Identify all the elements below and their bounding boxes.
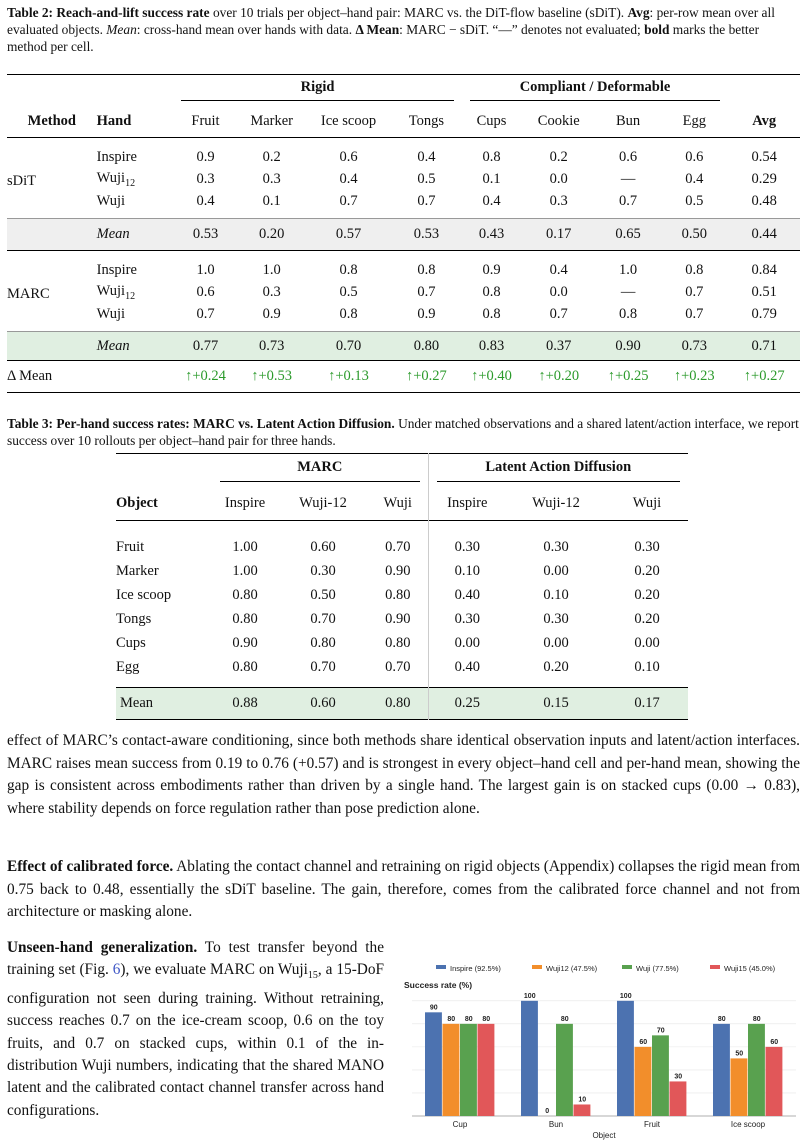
- hand-name: Wuji: [96, 282, 126, 299]
- group-header-lad: [428, 454, 688, 487]
- hand-label: Inspire: [96, 148, 137, 165]
- col-header: Object: [116, 494, 158, 511]
- hand-label: Wuji: [96, 305, 126, 322]
- bar: [425, 1012, 442, 1116]
- cell: 0.4: [196, 192, 215, 209]
- cell: 0.15: [543, 695, 569, 711]
- table3: [116, 453, 688, 720]
- cell: 0.90: [368, 559, 428, 583]
- cell: 0.6: [339, 148, 358, 165]
- hand-label: Wuji: [96, 192, 126, 209]
- paragraph-text: Ablating the contact channel and retraining on rigid objects (Appendix) collapses the rigid mean from 0.75 back to 0.48, essentially the sDiT baseline. The gain, therefore, comes from the calibrated force channel and not from architecture or masking alone.: [7, 858, 800, 920]
- paragraph-calibrated-force: [7, 856, 800, 924]
- cell: 0.8: [417, 261, 436, 278]
- caption-text: over 10 trials per object–hand pair: MARC vs. the DiT-flow baseline (sDiT).: [209, 5, 628, 20]
- table2: [7, 74, 800, 393]
- col-header: Ice scoop: [320, 112, 377, 129]
- bar: [460, 1024, 477, 1116]
- object-label: Marker: [116, 562, 159, 579]
- bar-value-label: 10: [578, 1096, 587, 1104]
- cell: 1.0: [196, 261, 215, 278]
- cell: 0.10: [454, 562, 480, 579]
- cell: 0.3: [262, 170, 281, 187]
- method-label: MARC: [7, 285, 50, 302]
- cell: 0.53: [413, 226, 440, 242]
- table-row: [7, 138, 800, 169]
- cell: 0.4: [339, 170, 358, 187]
- y-axis-label: Success rate (%): [404, 980, 473, 990]
- table-row: [7, 190, 800, 219]
- table-row: [116, 583, 688, 607]
- bar-value-label: 80: [482, 1015, 491, 1023]
- cell: 0.20: [543, 658, 569, 675]
- cell: 0.65: [615, 226, 641, 242]
- cell: 0.7: [685, 305, 704, 322]
- object-label: Egg: [116, 658, 140, 675]
- col-header: Method: [27, 112, 76, 129]
- cell: ↑+0.40: [471, 368, 512, 384]
- cell: 0.54: [751, 148, 777, 165]
- col-header: Inspire: [224, 494, 266, 511]
- cell: 0.80: [232, 586, 258, 603]
- hand-label: Inspire: [96, 261, 137, 278]
- cell: 0.1: [482, 170, 501, 187]
- bar-value-label: 100: [619, 992, 632, 1000]
- cell: 0.79: [751, 305, 777, 322]
- table2-caption: [7, 4, 800, 55]
- caption-text: Under matched observations and a shared latent/action interface, we report success over 10 rollouts per object–hand pair for three hands.: [7, 416, 799, 448]
- cell: 0.84: [751, 261, 777, 278]
- bar: [635, 1047, 652, 1116]
- table2-title: Reach-and-lift success rate: [56, 5, 210, 20]
- cell: 0.7: [549, 305, 568, 322]
- paragraph-heading: Effect of calibrated force.: [7, 858, 174, 875]
- object-label: Ice scoop: [116, 586, 172, 603]
- object-label: Cups: [116, 634, 146, 651]
- col-header: Cookie: [537, 112, 580, 129]
- cell: 1.0: [262, 261, 281, 278]
- table3-caption: [7, 415, 800, 449]
- cell: 0.1: [262, 192, 281, 209]
- cell: 0.77: [192, 337, 219, 354]
- caption-term: Mean: [106, 22, 137, 37]
- cell: 0.2: [262, 148, 281, 165]
- cell: 1.00: [232, 562, 258, 579]
- cell: 0.17: [546, 226, 572, 242]
- paragraph-unseen-hand: [7, 937, 384, 1144]
- cell: ↑+0.13: [328, 368, 369, 384]
- cell: 0.8: [482, 283, 501, 300]
- bar: [652, 1035, 669, 1116]
- table3-title: Per-hand success rates: MARC vs. Latent Action Diffusion.: [56, 416, 395, 431]
- cell: 0.5: [417, 170, 436, 187]
- cell: 0.2: [549, 148, 568, 165]
- bar-value-label: 30: [674, 1073, 683, 1081]
- hand-label: [97, 281, 174, 303]
- table3-label: Table 3:: [7, 416, 54, 431]
- cell: 0.4: [417, 148, 436, 165]
- cell: 0.20: [634, 610, 660, 627]
- cell: 0.8: [619, 305, 638, 322]
- cell: 0.80: [413, 337, 440, 354]
- caption-term: bold: [644, 22, 670, 37]
- method-label: sDiT: [7, 172, 36, 189]
- cell: 0.10: [543, 586, 569, 603]
- cell: 0.83: [478, 337, 505, 354]
- cell: 0.10: [634, 658, 660, 675]
- bar-value-label: 60: [639, 1038, 648, 1046]
- bar-value-label: 80: [752, 1015, 761, 1023]
- cell: 0.57: [335, 226, 362, 242]
- cell: 0.37: [546, 337, 572, 354]
- legend-swatch: [710, 965, 720, 969]
- table-row: [116, 607, 688, 631]
- cell: 0.51: [751, 283, 777, 300]
- col-header: Wuji-12: [299, 494, 347, 511]
- cell: 0.7: [339, 192, 358, 209]
- cell: 0.00: [634, 634, 660, 651]
- cell: 0.20: [258, 226, 285, 242]
- bar-value-label: 80: [447, 1015, 456, 1023]
- legend-label: Wuji (77.5%): [636, 964, 679, 973]
- hand-sub: 12: [125, 290, 136, 302]
- delta-row: [7, 361, 800, 393]
- col-header: Inspire: [447, 494, 488, 511]
- cell: 0.20: [634, 586, 660, 603]
- sdit-mean-row: [7, 219, 800, 251]
- paragraph-text: , a 15-DoF configuration not seen during training. Without retraining, success reaches 0.7 on the ice-cream scoop, 0.6 on the toy fruits, and 0.7 on stacked cups, within 0.1 of the in-distribution Wuji numbers, indicating that the shared MANO latent and the calibrated contact channel transfer across hand configurations.: [7, 961, 384, 1119]
- cell: 0.25: [454, 695, 480, 711]
- table-row: [7, 251, 800, 282]
- legend-label: Wuji15 (45.0%): [724, 964, 776, 973]
- bar-value-label: 0: [545, 1108, 550, 1115]
- cell: ↑+0.23: [673, 368, 715, 384]
- bar-value-label: 80: [717, 1015, 726, 1023]
- cell: 0.90: [368, 607, 428, 631]
- cell: 0.30: [634, 538, 660, 555]
- mean-label: Mean: [120, 695, 154, 711]
- mean-label: Mean: [96, 226, 130, 242]
- paragraph-text: ), we evaluate MARC on Wuji: [120, 961, 308, 979]
- table-row: [7, 303, 800, 332]
- col-header: Tongs: [408, 112, 445, 129]
- success-rate-bar-chart: [400, 962, 800, 1140]
- cell: 0.43: [478, 226, 505, 242]
- cell: 0.9: [196, 148, 215, 165]
- paragraph-contact-conditioning: effect of MARC’s contact-aware conditioning, since both methods share identical observation inputs and latent/action interfaces. MARC raises mean success from 0.19 to 0.76 (+0.57) and is strongest in every object–hand cell and per-hand mean, showing the gap is consistent across embodiments rather than driven by a single hand. The largest gain is on stacked cups (0.00 → 0.83), where stability depends on force regulation rather than pose prediction alone.: [7, 732, 800, 817]
- cell: 0.17: [634, 695, 660, 711]
- cell: 0.7: [417, 192, 436, 209]
- x-tick-label: Bun: [548, 1120, 564, 1129]
- table-row: [7, 168, 800, 190]
- cell: 0.8: [482, 305, 501, 322]
- cell: 0.50: [681, 226, 707, 242]
- table-row: [7, 281, 800, 303]
- col-header: Egg: [682, 112, 706, 129]
- caption-term: Δ Mean: [355, 22, 400, 37]
- col-header: Cups: [476, 112, 507, 129]
- cell: ↑+0.27: [406, 368, 447, 384]
- cell: 0.80: [310, 634, 336, 651]
- x-tick-label: Cup: [452, 1120, 468, 1129]
- cell: 0.80: [368, 688, 428, 720]
- group-lad-label: Latent Action Diffusion: [437, 459, 681, 482]
- bar-value-label: 100: [523, 992, 536, 1000]
- cell: 0.30: [310, 562, 336, 579]
- table3-mean-row: [116, 688, 688, 720]
- cell: 0.90: [615, 337, 641, 354]
- bar: [617, 1001, 634, 1116]
- cell: 0.5: [339, 283, 358, 300]
- bar: [748, 1024, 765, 1116]
- bar: [574, 1104, 591, 1116]
- object-label: Fruit: [116, 538, 145, 555]
- cell: 0.80: [232, 658, 258, 675]
- bar-value-label: 70: [656, 1027, 665, 1035]
- cell: 0.44: [751, 226, 777, 242]
- cell: 0.30: [454, 610, 480, 627]
- cell: 0.00: [543, 634, 569, 651]
- cell: 0.50: [310, 586, 336, 603]
- group-header-marc: [212, 454, 428, 487]
- hand-name: Wuji: [96, 169, 126, 186]
- cell: 0.29: [751, 170, 777, 187]
- object-label: Tongs: [116, 610, 152, 627]
- cell: 0.30: [454, 538, 480, 555]
- bar-value-label: 80: [464, 1015, 473, 1023]
- bar-value-label: 80: [560, 1015, 569, 1023]
- cell: 0.70: [310, 610, 336, 627]
- cell: 0.7: [417, 283, 436, 300]
- cell: 0.70: [368, 655, 428, 688]
- cell: 0.90: [232, 634, 258, 651]
- cell: ↑+0.24: [185, 368, 226, 384]
- col-header: Wuji-12: [532, 494, 580, 511]
- table2-label: Table 2:: [7, 5, 54, 20]
- bar: [478, 1024, 495, 1116]
- bar: [766, 1047, 783, 1116]
- cell: 0.6: [685, 148, 704, 165]
- table-row: [116, 631, 688, 655]
- cell: 0.70: [335, 337, 362, 354]
- delta-label: Δ Mean: [7, 368, 53, 384]
- cell: 0.9: [262, 305, 281, 322]
- cell: 0.9: [482, 261, 501, 278]
- caption-term: Avg: [627, 5, 650, 20]
- bar: [443, 1024, 460, 1116]
- cell: 0.8: [685, 261, 704, 278]
- col-header: Avg: [752, 112, 777, 129]
- bar: [556, 1024, 573, 1116]
- cell: 0.4: [549, 261, 568, 278]
- cell: —: [620, 283, 636, 300]
- cell: 0.53: [192, 226, 219, 242]
- group-compliant-label: Compliant / Deformable: [470, 79, 721, 101]
- legend-swatch: [436, 965, 446, 969]
- cell: 0.73: [681, 337, 707, 354]
- hand-label: [97, 168, 174, 190]
- cell: 0.3: [262, 283, 281, 300]
- cell: 0.40: [454, 586, 480, 603]
- table-row: [116, 559, 688, 583]
- table-row: [116, 521, 688, 560]
- cell: 0.6: [619, 148, 638, 165]
- cell: 0.4: [685, 170, 704, 187]
- bar-value-label: 60: [770, 1038, 779, 1046]
- cell: 0.80: [232, 610, 258, 627]
- caption-text: marks the better method per cell.: [7, 22, 760, 54]
- cell: 0.0: [549, 283, 568, 300]
- cell: 0.71: [751, 337, 777, 354]
- caption-text: : per-row mean over all evaluated objects.: [7, 5, 775, 37]
- cell: 0.8: [482, 148, 501, 165]
- x-axis-label: Object: [592, 1131, 616, 1140]
- cell: ↑+0.27: [743, 368, 785, 384]
- cell: 1.00: [232, 538, 258, 555]
- cell: 0.3: [196, 170, 215, 187]
- cell: 0.80: [368, 631, 428, 655]
- bar-value-label: 90: [429, 1004, 438, 1012]
- marc-mean-row: [7, 332, 800, 361]
- cell: 0.0: [549, 170, 568, 187]
- legend-swatch: [622, 965, 632, 969]
- col-header: Bun: [616, 112, 641, 129]
- group-rigid-label: Rigid: [181, 79, 453, 101]
- legend-swatch: [532, 965, 542, 969]
- cell: 0.20: [634, 562, 660, 579]
- cell: 0.9: [417, 305, 436, 322]
- cell: —: [620, 170, 636, 187]
- cell: 0.30: [543, 538, 569, 555]
- bar-value-label: 50: [735, 1050, 744, 1058]
- cell: 0.6: [196, 283, 215, 300]
- cell: 0.4: [482, 192, 501, 209]
- cell: ↑+0.20: [538, 368, 580, 384]
- cell: ↑+0.25: [607, 368, 649, 384]
- cell: 0.40: [454, 658, 480, 675]
- cell: 1.0: [619, 261, 638, 278]
- legend-label: Wuji12 (47.5%): [546, 964, 598, 973]
- cell: 0.73: [258, 337, 285, 354]
- cell: 0.88: [232, 695, 258, 711]
- cell: 0.3: [549, 192, 568, 209]
- bar: [521, 1001, 538, 1116]
- figure-link[interactable]: 6: [112, 961, 121, 979]
- x-tick-label: Ice scoop: [730, 1120, 766, 1129]
- col-header: Wuji: [368, 486, 428, 521]
- col-header: Marker: [250, 112, 293, 129]
- cell: 0.70: [368, 521, 428, 560]
- cell: 0.7: [685, 283, 704, 300]
- caption-text: : cross-hand mean over hands with data.: [136, 22, 356, 37]
- table-row: [116, 655, 688, 688]
- legend-label: Inspire (92.5%): [450, 964, 501, 973]
- cell: 0.8: [339, 261, 358, 278]
- col-header: Wuji: [632, 494, 662, 511]
- cell: 0.60: [310, 695, 336, 711]
- cell: 0.7: [619, 192, 638, 209]
- cell: ↑+0.53: [251, 368, 293, 384]
- caption-text: : MARC − sDiT. “—” denotes not evaluated;: [399, 22, 645, 37]
- cell: 0.30: [543, 610, 569, 627]
- paragraph-heading: Unseen-hand generalization.: [7, 939, 198, 956]
- cell: 0.48: [751, 192, 777, 209]
- cell: 0.60: [310, 538, 336, 555]
- mean-label: Mean: [96, 337, 130, 354]
- cell: 0.5: [685, 192, 704, 209]
- paragraph-text: To test transfer beyond the training set (Fig.: [7, 939, 384, 979]
- x-tick-label: Fruit: [644, 1120, 660, 1129]
- cell: 0.00: [454, 634, 480, 651]
- wuji-subscript: 15: [307, 970, 318, 982]
- hand-sub: 12: [125, 177, 136, 189]
- col-header: Hand: [96, 112, 132, 129]
- cell: 0.8: [339, 305, 358, 322]
- group-marc-label: MARC: [220, 459, 420, 482]
- bar: [670, 1081, 687, 1116]
- group-header-compliant: [462, 75, 729, 106]
- cell: 0.80: [368, 583, 428, 607]
- col-header: Fruit: [191, 112, 220, 129]
- bar: [731, 1058, 748, 1116]
- cell: 0.7: [196, 305, 215, 322]
- cell: 0.70: [310, 658, 336, 675]
- cell: 0.00: [543, 562, 569, 579]
- group-header-rigid: [173, 75, 461, 106]
- bar: [713, 1024, 730, 1116]
